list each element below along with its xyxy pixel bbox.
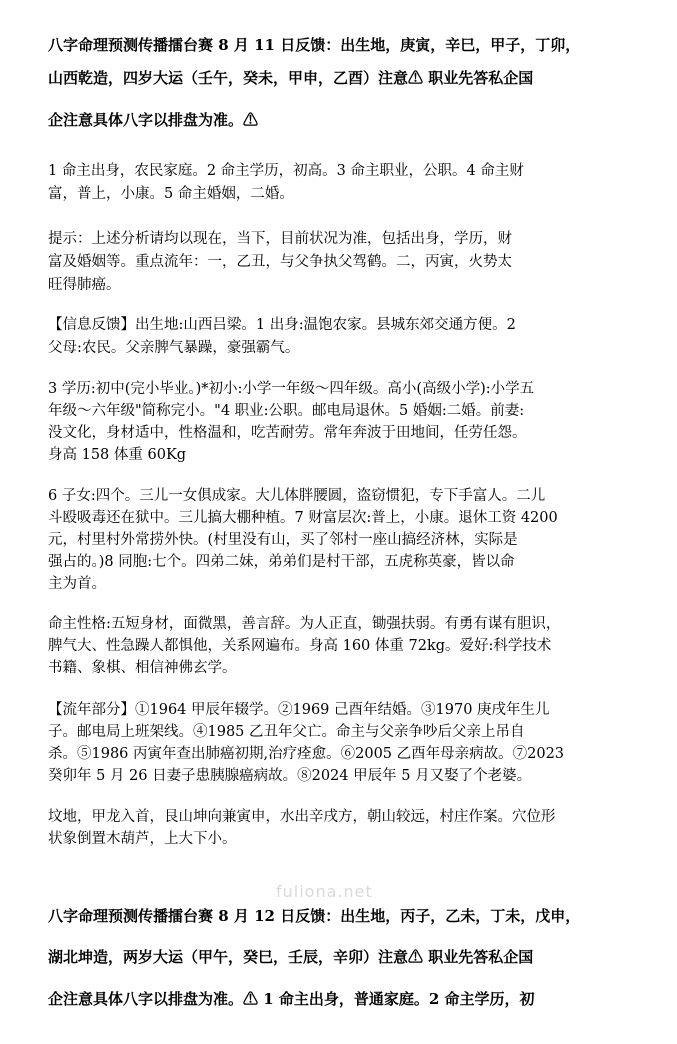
section1-header-line-1: 八字命理预测传播擂台赛 8 月 11 日反馈：出生地，庚寅，辛巳，甲子，丁卯， xyxy=(48,36,581,54)
section2-header-line-3: 企注意具体八字以排盘为准。⚠ 1 命主出身，普通家庭。2 命主学历，初 xyxy=(48,990,535,1008)
grave-line-1: 坟地，甲龙入首，艮山坤向兼寅申，水出辛戌方，朝山较远，村庄作案。穴位形 xyxy=(48,809,556,825)
hint-line-3: 旺得肺癌。 xyxy=(48,277,121,293)
feedback2-line-3: 没文化，身材适中，性格温和，吃苦耐劳。常年奔波于田地间，任劳任怨。 xyxy=(48,425,527,441)
watermark-text: fuliona.net xyxy=(276,882,373,901)
years-line-3: 杀。⑤1986 丙寅年查出肺癌初期,治疗痊愈。⑥2005 乙酉年母亲病故。⑦2023 xyxy=(48,746,565,762)
hint-line-2: 富及婚姻等。重点流年：一，乙丑，与父争执父驾鹤。二，丙寅，火势太 xyxy=(48,254,512,270)
section1-header-line-2: 山西乾造，四岁大运（壬午，癸未，甲申，乙酉）注意⚠ 职业先答私企国 xyxy=(48,69,534,87)
questions-line-1: 1 命主出身，农民家庭。2 命主学历，初高。3 命主职业，公职。4 命主财 xyxy=(48,163,524,179)
grave-line-2: 状象倒置木葫芦，上大下小。 xyxy=(48,831,237,847)
personality-line-3: 书籍、象棋、相信神佛玄学。 xyxy=(48,660,237,676)
personality-line-2: 脾气大、性急躁人都惧他，关系网遍布。身高 160 体重 72kg。爱好:科学技术 xyxy=(48,638,552,654)
feedback3-line-3: 元，村里村外常捞外快。(村里没有山，买了邻村一座山搞经济林，实际是 xyxy=(48,532,518,548)
feedback1-line-2: 父母:农民。父亲脾气暴躁，豪强霸气。 xyxy=(48,340,300,356)
feedback3-line-1: 6 子女:四个。三儿一女俱成家。大儿体胖腰圆，盗窃惯犯，专下手富人。二儿 xyxy=(48,488,546,504)
feedback3-line-5: 主为首。 xyxy=(48,576,106,592)
feedback3-line-4: 强占的。)8 同胞:七个。四弟二妹，弟弟们是村干部，五虎称英豪，皆以命 xyxy=(48,554,515,570)
personality-line-1: 命主性格:五短身材，面微黑，善言辞。为人正直，锄强扶弱。有勇有谋有胆识， xyxy=(48,616,561,632)
feedback2-line-1: 3 学历:初中(完小毕业。)*初小:小学一年级～四年级。高小(高级小学):小学五 xyxy=(48,381,535,397)
feedback3-line-2: 斗殴吸毒还在狱中。三儿搞大棚种植。7 财富层次:普上，小康。退休工资 4200 xyxy=(48,510,558,526)
feedback2-line-2: 年级～六年级"简称完小。"4 职业:公职。邮电局退休。5 婚姻:二婚。前妻: xyxy=(48,403,525,419)
section2-header-line-1: 八字命理预测传播擂台赛 8 月 12 日反馈：出生地，丙子，乙未，丁未，戊申， xyxy=(48,907,581,925)
years-line-2: 子。邮电局上班架线。④1985 乙丑年父亡。命主与父亲争吵后父亲上吊自 xyxy=(48,724,525,740)
hint-line-1: 提示：上述分析请均以现在，当下，目前状况为准，包括出身，学历，财 xyxy=(48,231,512,247)
years-line-1: 【流年部分】①1964 甲辰年辍学。②1969 己酉年结婚。③1970 庚戌年生儿 xyxy=(48,702,550,718)
feedback2-line-4: 身高 158 体重 60Kg xyxy=(48,447,187,463)
feedback1-line-1: 【信息反馈】出生地:山西吕梁。1 出身:温饱农家。县城东郊交通方便。2 xyxy=(48,317,516,333)
section1-header-line-3: 企注意具体八字以排盘为准。⚠ xyxy=(48,111,259,129)
years-line-4: 癸卯年 5 月 26 日妻子患胰腺癌病故。⑧2024 甲辰年 5 月又娶了个老婆。 xyxy=(48,768,532,784)
section2-header-line-2: 湖北坤造，两岁大运（甲午，癸巳，壬辰，辛卯）注意⚠ 职业先答私企国 xyxy=(48,948,534,966)
questions-line-2: 富，普上，小康。5 命主婚姻，二婚。 xyxy=(48,186,294,202)
